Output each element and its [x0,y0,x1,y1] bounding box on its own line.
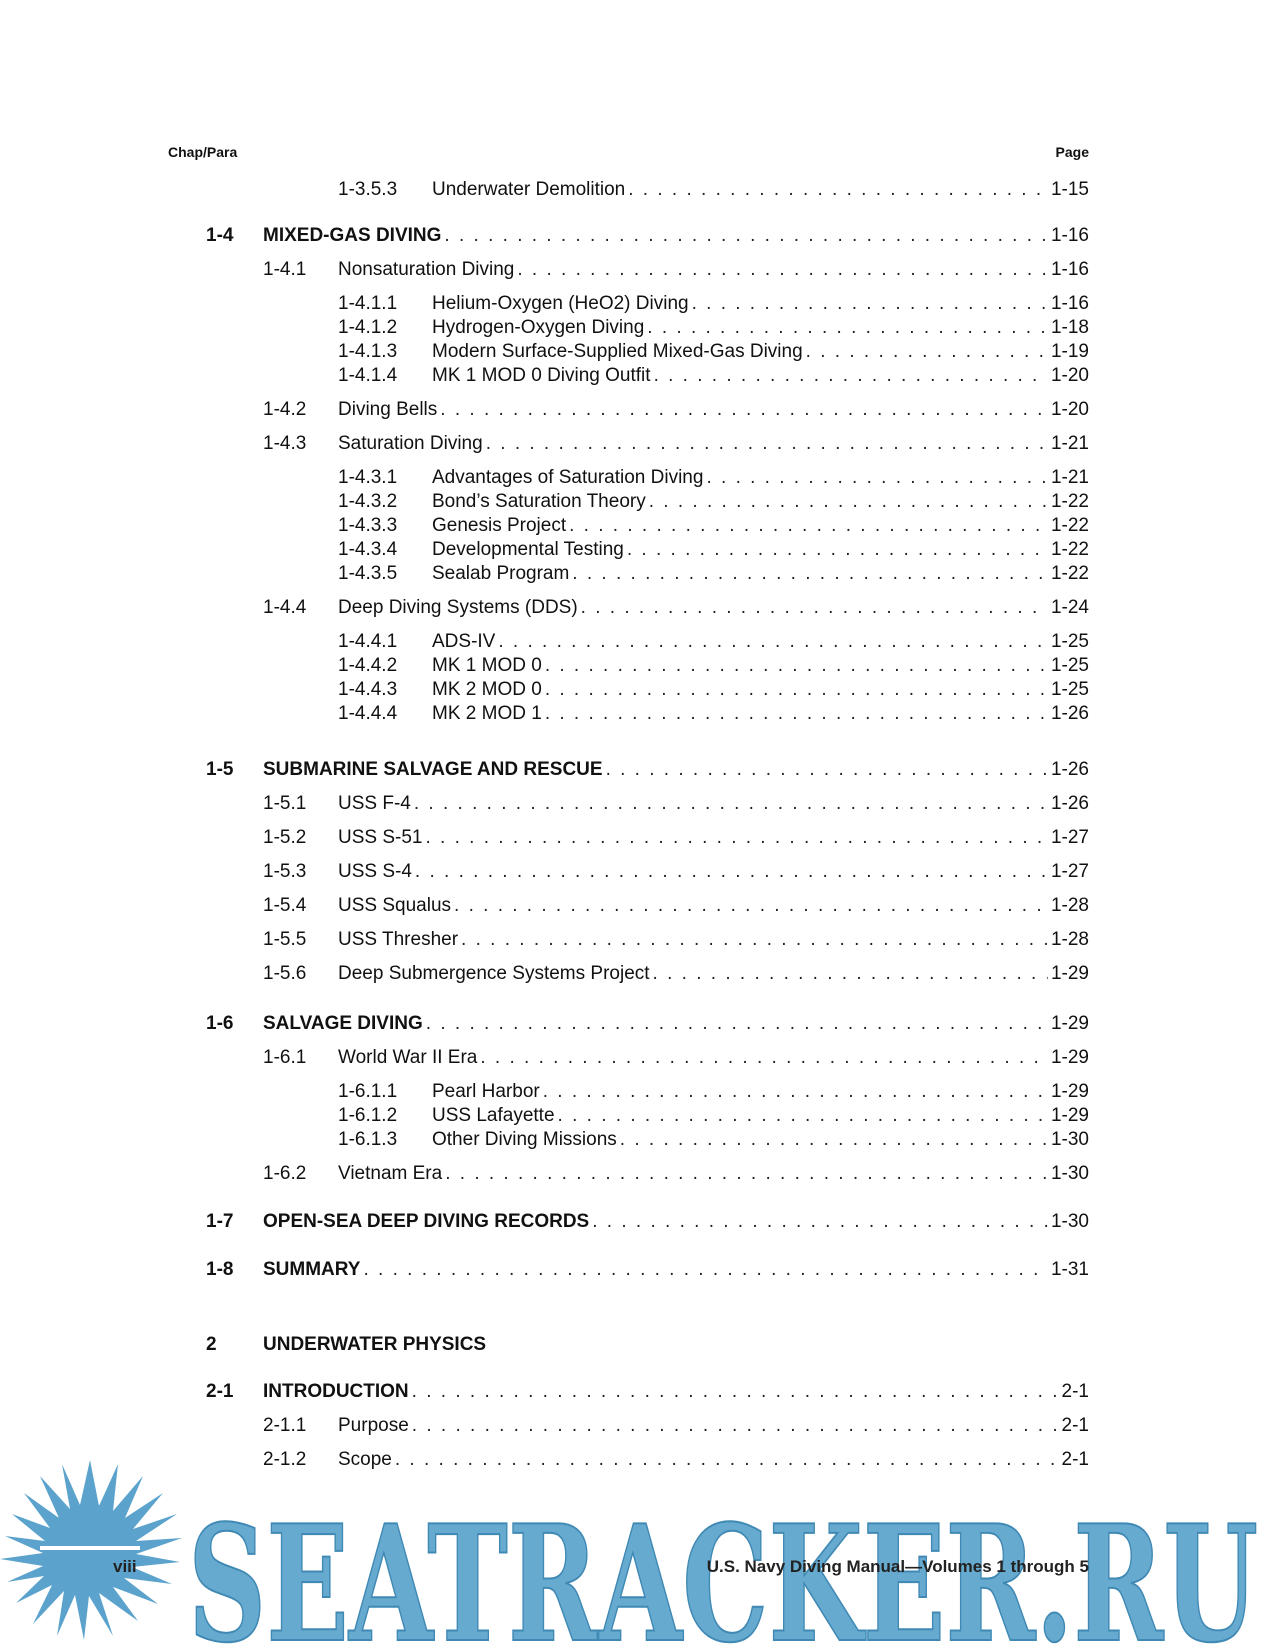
toc-number: 1-4.3.4 [338,539,398,560]
toc-page: 1-29 [1050,1047,1089,1068]
toc-page: 1-29 [1050,963,1089,984]
toc-page: 1-28 [1050,895,1089,916]
toc-number: 1-5.4 [263,895,307,916]
toc-title: Scope [338,1449,392,1470]
toc-entry[interactable] [0,630,1275,654]
dot-leader [461,928,1048,952]
toc-entry[interactable] [0,928,1275,952]
toc-entry[interactable] [0,702,1275,726]
dot-leader [692,292,1048,316]
dot-leader [412,1380,1059,1404]
toc-number: 1-4.1.2 [338,317,398,338]
toc-entry[interactable] [0,562,1275,586]
toc-entry[interactable] [0,654,1275,678]
toc-page: 1-22 [1050,563,1089,584]
toc-entry[interactable] [0,1080,1275,1104]
toc-page: 1-15 [1050,179,1089,200]
toc-entry[interactable] [0,678,1275,702]
toc-entry[interactable] [0,1012,1275,1036]
toc-title: Deep Submergence Systems Project [338,963,650,984]
dot-leader [414,792,1048,816]
dot-leader [415,860,1048,884]
toc-page: 1-16 [1050,293,1089,314]
toc-number: 1-4.4.4 [338,703,398,724]
toc-page: 1-25 [1050,631,1089,652]
toc-page: 1-31 [1050,1259,1089,1280]
toc-title: SALVAGE DIVING [263,1013,423,1034]
toc-title: USS S-4 [338,861,412,882]
toc-entry[interactable] [0,1414,1275,1438]
toc-title: OPEN-SEA DEEP DIVING RECORDS [263,1211,590,1232]
toc-page: 1-18 [1050,317,1089,338]
toc-title: ADS-IV [432,631,496,652]
toc-title: Developmental Testing [432,539,624,560]
dot-leader [543,1080,1048,1104]
toc-page: 1-25 [1050,679,1089,700]
toc-title: Genesis Project [432,515,567,536]
toc-entry[interactable] [0,258,1275,282]
toc-page: 1-20 [1050,365,1089,386]
toc-number: 1-6.1.2 [338,1105,398,1126]
dot-leader [620,1128,1048,1152]
toc-title: Hydrogen-Oxygen Diving [432,317,645,338]
toc-page: 1-29 [1050,1105,1089,1126]
toc-entry[interactable] [0,962,1275,986]
toc-number: 1-4.3.3 [338,515,398,536]
toc-entry[interactable] [0,860,1275,884]
toc-page: 1-16 [1050,259,1089,280]
dot-leader [649,490,1048,514]
footer-title: U.S. Navy Diving Manual—Volumes 1 through 5 [706,1557,1089,1576]
dot-leader [627,538,1048,562]
column-header-chap-para: Chap/Para [168,144,238,160]
dot-leader [425,826,1047,850]
toc-number: 1-4.3.5 [338,563,398,584]
dot-leader [653,962,1048,986]
toc-number: 1-4.4.2 [338,655,398,676]
toc-number: 1-5.6 [263,963,307,984]
toc-entry[interactable] [0,398,1275,422]
toc-page: 1-29 [1050,1081,1089,1102]
toc-title: Diving Bells [338,399,438,420]
toc-page: 1-26 [1050,703,1089,724]
toc-page: 1-21 [1050,433,1089,454]
toc-page: 1-28 [1050,929,1089,950]
dot-leader [440,398,1048,422]
toc-title: USS F-4 [338,793,411,814]
toc-number: 2-1.1 [263,1415,307,1436]
dot-leader [628,178,1048,202]
toc-number: 1-5 [206,759,234,780]
dot-leader [454,894,1048,918]
dot-leader [486,432,1048,456]
dot-leader [498,630,1048,654]
toc-number: 1-6 [206,1013,234,1034]
dot-leader [480,1046,1048,1070]
toc-entry[interactable] [0,178,1275,202]
toc-page: 1-26 [1050,759,1089,780]
dot-leader [558,1104,1048,1128]
toc-entry[interactable] [0,340,1275,364]
toc-entry[interactable] [0,466,1275,490]
toc-page: 2-1 [1061,1381,1089,1402]
toc-number: 1-4 [206,225,234,246]
toc-page: 1-21 [1050,467,1089,488]
toc-page: 1-22 [1050,491,1089,512]
toc-title: INTRODUCTION [263,1381,409,1402]
toc-entry[interactable] [0,1104,1275,1128]
toc-entry[interactable] [0,1380,1275,1404]
toc-page: 1-26 [1050,793,1089,814]
toc-page: 1-22 [1050,515,1089,536]
toc-number: 1-5.5 [263,929,307,950]
toc-title: MIXED-GAS DIVING [263,225,442,246]
toc-title: USS Thresher [338,929,459,950]
dot-leader [592,1210,1048,1234]
toc-page: 1-27 [1050,827,1089,848]
toc-title: Sealab Program [432,563,570,584]
toc-number: 1-4.4.3 [338,679,398,700]
toc-number: 1-5.3 [263,861,307,882]
chapter-number: 2 [206,1334,217,1355]
toc-page: 1-30 [1050,1211,1089,1232]
dot-leader [654,364,1048,388]
toc-entry[interactable] [0,1046,1275,1070]
toc-title: Bond’s Saturation Theory [432,491,646,512]
toc-entry[interactable] [0,538,1275,562]
dot-leader [706,466,1048,490]
toc-number: 2-1 [206,1381,234,1402]
toc-page: 1-22 [1050,539,1089,560]
toc-entry[interactable] [0,432,1275,456]
dot-leader [412,1414,1059,1438]
toc-title: MK 1 MOD 0 [432,655,542,676]
toc-title: SUMMARY [263,1259,361,1280]
watermark [0,1450,1275,1650]
toc-number: 1-4.4 [263,597,307,618]
toc-number: 1-4.3 [263,433,307,454]
toc-page: 1-25 [1050,655,1089,676]
toc-entry[interactable] [0,758,1275,782]
toc-entry[interactable] [0,1128,1275,1152]
toc-title: Deep Diving Systems (DDS) [338,597,578,618]
toc-title: Other Diving Missions [432,1129,617,1150]
toc-page: 2-1 [1061,1449,1089,1470]
toc-title: MK 2 MOD 0 [432,679,542,700]
toc-title: MK 2 MOD 1 [432,703,542,724]
toc-entry[interactable] [0,894,1275,918]
sun-logo-icon [0,1460,182,1640]
toc-page: 2-1 [1061,1415,1089,1436]
dot-leader [569,514,1048,538]
toc-entry[interactable] [0,292,1275,316]
column-header-page: Page [1055,144,1089,160]
toc-number: 1-5.1 [263,793,307,814]
toc-number: 1-5.2 [263,827,307,848]
dot-leader [581,596,1048,620]
toc-title: Nonsaturation Diving [338,259,515,280]
dot-leader [606,758,1048,782]
toc-page: 1-20 [1050,399,1089,420]
toc-title: Pearl Harbor [432,1081,540,1102]
toc-page: 1-19 [1050,341,1089,362]
toc-number: 1-6.1.1 [338,1081,398,1102]
toc-title: SUBMARINE SALVAGE AND RESCUE [263,759,603,780]
toc-page: 1-30 [1050,1163,1089,1184]
toc-number: 1-6.1.3 [338,1129,398,1150]
toc-entry[interactable] [0,514,1275,538]
toc-page: 1-27 [1050,861,1089,882]
toc-title: USS Squalus [338,895,452,916]
dot-leader [572,562,1048,586]
toc-title: Saturation Diving [338,433,483,454]
watermark-text: SEATRACKER.RU [188,1490,1258,1650]
dot-leader [445,1162,1048,1186]
toc-title: Underwater Demolition [432,179,626,200]
toc-title: Vietnam Era [338,1163,443,1184]
toc-number: 1-4.2 [263,399,307,420]
footer-page-number: viii [113,1557,137,1576]
toc-page: 1-29 [1050,1013,1089,1034]
toc-page: 1-30 [1050,1129,1089,1150]
toc-number: 1-8 [206,1259,234,1280]
toc-entry[interactable] [0,596,1275,620]
toc-number: 1-6.2 [263,1163,307,1184]
toc-entry[interactable] [0,490,1275,514]
toc-page: 1-16 [1050,225,1089,246]
toc-entry[interactable] [0,792,1275,816]
toc-number: 1-6.1 [263,1047,307,1068]
toc-entry[interactable] [0,826,1275,850]
toc-number: 1-4.1.1 [338,293,398,314]
dot-leader [363,1258,1048,1282]
toc-entry[interactable] [0,1210,1275,1234]
toc-entry[interactable] [0,224,1275,248]
toc-number: 1-4.4.1 [338,631,398,652]
dot-leader [545,702,1048,726]
toc-title: Helium-Oxygen (HeO2) Diving [432,293,689,314]
toc-title: MK 1 MOD 0 Diving Outfit [432,365,651,386]
dot-leader [647,316,1048,340]
toc-number: 1-4.1 [263,259,307,280]
toc-number: 1-4.1.4 [338,365,398,386]
toc-title: Purpose [338,1415,409,1436]
dot-leader [806,340,1048,364]
toc-number: 1-3.5.3 [338,179,398,200]
toc-page: 1-24 [1050,597,1089,618]
toc-title: Modern Surface-Supplied Mixed-Gas Diving [432,341,803,362]
toc-entry[interactable] [0,364,1275,388]
dot-leader [426,1012,1048,1036]
toc-title: Advantages of Saturation Diving [432,467,704,488]
dot-leader [545,678,1048,702]
toc-number: 1-4.3.1 [338,467,398,488]
toc-entry[interactable] [0,1258,1275,1282]
toc-number: 1-4.1.3 [338,341,398,362]
dot-leader [444,224,1048,248]
toc-title: World War II Era [338,1047,478,1068]
toc-title: USS Lafayette [432,1105,555,1126]
toc-entry[interactable] [0,1162,1275,1186]
toc-title: USS S-51 [338,827,423,848]
toc-entry[interactable] [0,316,1275,340]
chapter-title: UNDERWATER PHYSICS [263,1334,487,1355]
toc-number: 2-1.2 [263,1449,307,1470]
dot-leader [517,258,1048,282]
dot-leader [545,654,1048,678]
toc-number: 1-7 [206,1211,234,1232]
toc-number: 1-4.3.2 [338,491,398,512]
